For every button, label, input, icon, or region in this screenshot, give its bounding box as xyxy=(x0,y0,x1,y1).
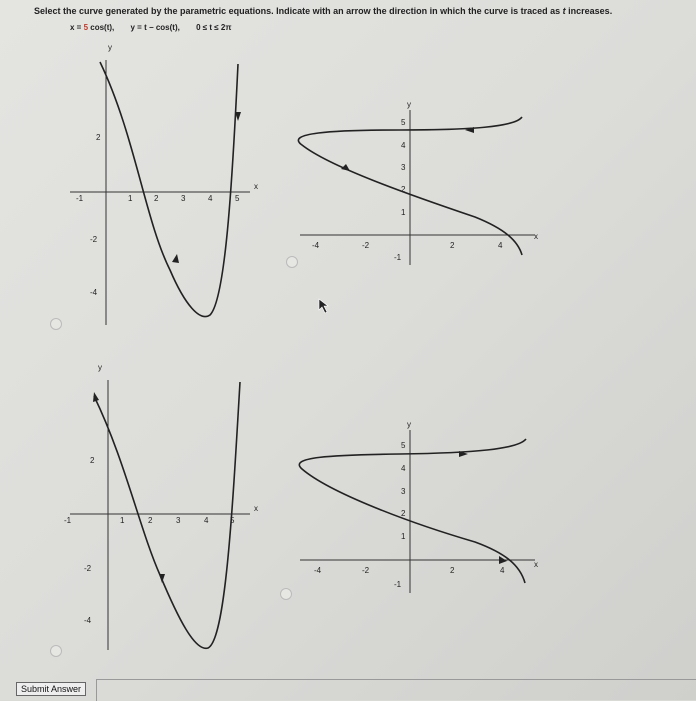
y-axis-label: y xyxy=(98,363,102,372)
x-eq-lhs: x = xyxy=(70,23,84,32)
x-tick-label: 1 xyxy=(120,516,125,525)
graph-option-c[interactable] xyxy=(60,360,280,660)
x-tick-label: -4 xyxy=(314,566,322,575)
parametric-curve xyxy=(94,382,240,648)
y-tick-label: -4 xyxy=(90,288,98,297)
y-tick-label: 2 xyxy=(401,509,406,518)
graph-option-b[interactable] xyxy=(290,95,550,275)
direction-arrow xyxy=(172,254,179,263)
mouse-cursor-icon xyxy=(318,298,330,314)
x-tick-label: 5 xyxy=(235,194,240,203)
direction-arrow xyxy=(159,574,165,583)
y-tick-label: -4 xyxy=(84,616,92,625)
x-tick-label: 4 xyxy=(208,194,213,203)
x-tick-label: 1 xyxy=(128,194,133,203)
answer-area xyxy=(96,679,696,701)
y-tick-label: 5 xyxy=(401,118,406,127)
y-tick-label: -1 xyxy=(394,253,402,262)
x-tick-label: 4 xyxy=(498,241,503,250)
y-tick-label: -2 xyxy=(90,235,98,244)
x-axis-label: x xyxy=(534,232,538,241)
x-tick-label: 2 xyxy=(148,516,153,525)
graph-option-d[interactable] xyxy=(290,415,550,605)
y-tick-label: 3 xyxy=(401,163,406,172)
x-tick-label: 4 xyxy=(204,516,209,525)
y-tick-label: 2 xyxy=(90,456,95,465)
y-tick-label: -2 xyxy=(84,564,92,573)
radio-option-c[interactable] xyxy=(50,645,62,657)
y-tick-label: 2 xyxy=(96,133,101,142)
t-range: 0 ≤ t ≤ 2π xyxy=(196,23,232,32)
y-tick-label: 1 xyxy=(401,532,406,541)
y-tick-label: -1 xyxy=(394,580,402,589)
radio-option-a[interactable] xyxy=(50,318,62,330)
x-tick-label: 5 xyxy=(230,516,235,525)
x-tick-label: 2 xyxy=(154,194,159,203)
parametric-curve xyxy=(299,439,526,583)
x-eq-rhs: cos(t), xyxy=(88,23,115,32)
y-tick-label: 5 xyxy=(401,441,406,450)
y-tick-label: 2 xyxy=(401,185,406,194)
question-prefix: Select the curve generated by the parametric equations. Indicate with an arrow the direction in which the curve is traced as xyxy=(34,6,563,16)
x-tick-label: 2 xyxy=(450,566,455,575)
y-axis-label: y xyxy=(407,420,411,429)
y-tick-label: 4 xyxy=(401,464,406,473)
x-tick-label: 4 xyxy=(500,566,505,575)
question-variable: t xyxy=(562,6,566,16)
parametric-curve xyxy=(100,62,238,317)
x-tick-label: 3 xyxy=(181,194,186,203)
graph-option-a[interactable] xyxy=(60,40,280,330)
radio-option-b[interactable] xyxy=(286,256,298,268)
y-equation: y = t − cos(t), xyxy=(130,23,180,32)
x-tick-label: -2 xyxy=(362,241,370,250)
x-eq-coef: 5 xyxy=(83,23,89,32)
x-tick-label: -4 xyxy=(312,241,320,250)
x-axis-label: x xyxy=(534,560,538,569)
y-tick-label: 4 xyxy=(401,141,406,150)
x-tick-label: 3 xyxy=(176,516,181,525)
submit-answer-button[interactable]: Submit Answer xyxy=(16,682,86,696)
x-tick-label: -1 xyxy=(64,516,72,525)
direction-arrow xyxy=(93,392,99,402)
radio-option-d[interactable] xyxy=(280,588,292,600)
y-axis-label: y xyxy=(407,100,411,109)
y-tick-label: 1 xyxy=(401,208,406,217)
question-text xyxy=(34,6,612,16)
x-equation xyxy=(70,23,114,32)
equations xyxy=(70,23,245,32)
x-axis-label: x xyxy=(254,182,258,191)
y-tick-label: 3 xyxy=(401,487,406,496)
x-axis-label: x xyxy=(254,504,258,513)
x-tick-label: 2 xyxy=(450,241,455,250)
x-tick-label: -2 xyxy=(362,566,370,575)
x-tick-label: -1 xyxy=(76,194,84,203)
question-suffix: increases. xyxy=(565,6,613,16)
y-axis-label: y xyxy=(108,43,112,52)
